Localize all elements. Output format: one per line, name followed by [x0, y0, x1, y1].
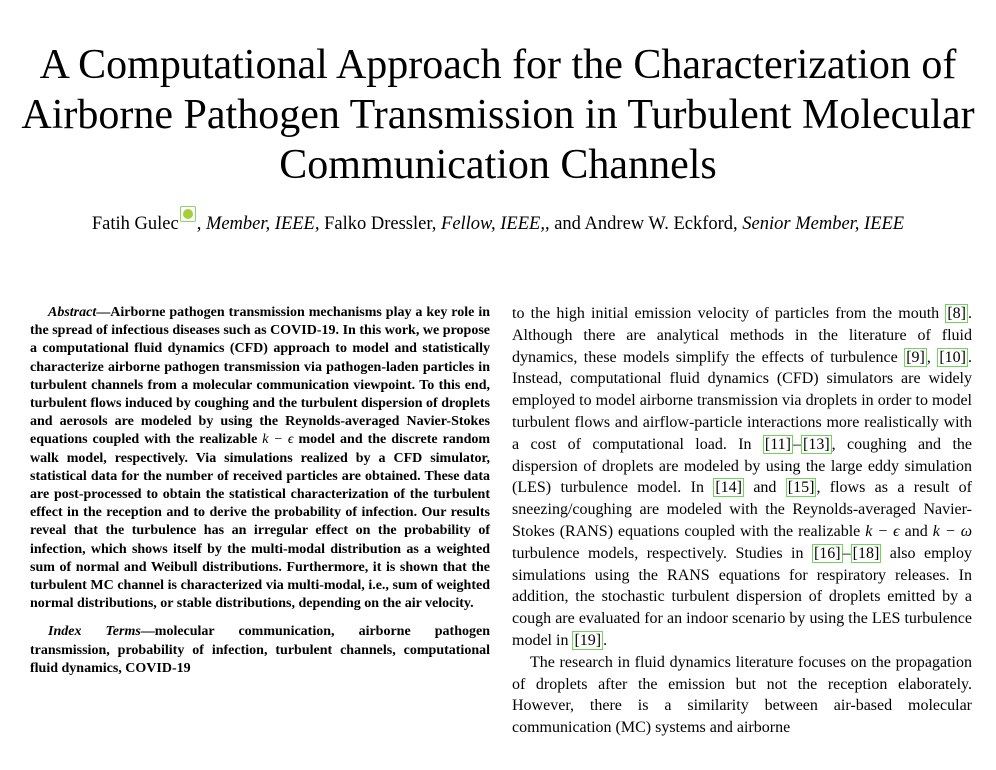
author-role: Senior Member, IEEE [742, 214, 905, 234]
index-terms-text: molecular communication, airborne pathogen transmission, probability of infection, turbulent channels, computational fluid dynamics, COVID-19 [30, 624, 490, 676]
body-paragraph: to the high initial emission velocity of particles from the mouth [8] . Although there are analytical methods in the literature of fluid dynamics, these models simplify the effects of turbulence [9] , [10] . Instead, computational fluid dynamics (CFD) simulators are widely employed to model airborne transmission via droplets in order to model turbulent flows and airflow-particle interactions more realistically with a cost of computational load. In [11] – [13] , coughing and the dispersion of droplets are modeled by using the large eddy simulation (LES) turbulence model. In [14] and [15] , flows as a result of sneezing/coughing are modeled with the Reynolds-averaged Navier-Stokes (RANS) equations coupled with the realizable k − ϵ and k − ω turbulence models, respectively. Studies in [16] – [18] also employ simulations using the RANS equations for respiratory releases. In addition, the stochastic turbulent dispersion of droplets emitted by a cough are evaluated for an indoor scenario by using the LES turbulence model in [19] . [512, 305, 973, 649]
citation-link[interactable]: [9] [906, 348, 925, 366]
citation-link[interactable]: [13] [802, 435, 830, 453]
abstract-text: model and the discrete random walk model, respectively. Via simulations realized by a CFD simulator, statistical data for the number of received particles are obtained. These data are post-processed to obtain the statistical characterization of the turbulent effect in the reception and to derive the probability of infection. Our results reveal that the turbulence has an irregular effect on the probability of infection, which shows itself by the multi-modal distribution as a weighted sum of normal and Weibull distributions. Furthermore, it is shown that the turbulent MC channel is characterized via multi-modal, i.e., sum of weighted normal distributions, or stable distributions, depending on the air velocity. [30, 432, 491, 612]
abstract-text: Airborne pathogen transmission mechanisms play a key role in the spread of infectious diseases such as COVID-19. In this work, we propose a computational fluid dynamics (CFD) approach to model and statistically characterize airborne pathogen transmission via pathogen-laden particles in turbulent channels from a molecular communication viewpoint. To this end, turbulent flows induced by coughing and the turbulent dispersion of droplets and aerosols are modeled by using the Reynolds-averaged Navier-Stokes equations coupled with the realizable [30, 305, 490, 448]
body-column [512, 303, 972, 739]
author-role: Member, IEEE, [205, 214, 320, 234]
abstract-label: Abstract [48, 305, 97, 320]
abstract-column [30, 304, 490, 678]
math-expression: k − ω [932, 522, 972, 540]
author-list: Fatih Gulec , Member, IEEE, Falko Dressler, Fellow, IEEE,, and Andrew W. Eckford, Senior Member, IEEE [0, 206, 996, 235]
citation-link[interactable]: [14] [715, 479, 742, 497]
citation-link[interactable]: [15] [787, 479, 815, 497]
index-terms-label: Index Terms [48, 624, 141, 640]
citation-link[interactable]: [8] [947, 305, 966, 322]
author-name: Andrew W. Eckford [584, 214, 734, 234]
citation-link[interactable]: [16] [813, 544, 841, 562]
citation-link[interactable]: [19] [574, 631, 602, 649]
index-terms: Index Terms—molecular communication, airborne pathogen transmission, probability of infection, turbulent channels, computational fluid dynamics, COVID-19 [30, 624, 490, 676]
math-expression: k − ϵ [262, 432, 294, 448]
citation-link[interactable]: [10] [939, 348, 966, 366]
author-name: Falko Dressler [324, 214, 432, 234]
citation-link[interactable]: [11] [764, 435, 791, 453]
math-expression: k − ϵ [865, 522, 900, 540]
citation-link[interactable]: [18] [852, 544, 880, 562]
paper-title: A Computational Approach for the Characterization of Airborne Pathogen Transmission in Turbulent Molecular Communication Channels [21, 42, 975, 188]
orcid-icon[interactable] [180, 206, 196, 222]
author-name: Fatih Gulec [91, 214, 179, 234]
body-paragraph: The research in fluid dynamics literature focuses on the propagation of droplets after the emission but not the reception elaborately. However, there is a similarity between air-based molecular communication (MC) systems and airborne [512, 653, 972, 737]
author-role: Fellow, IEEE, [441, 214, 545, 234]
abstract: Abstract—Airborne pathogen transmission mechanisms play a key role in the spread of infectious diseases such as COVID-19. In this work, we propose a computational fluid dynamics (CFD) approach to model and statistically characterize airborne pathogen transmission via pathogen-laden particles in turbulent channels from a molecular communication viewpoint. To this end, turbulent flows induced by coughing and the turbulent dispersion of droplets and aerosols are modeled by using the Reynolds-averaged Navier-Stokes equations coupled with the realizable k − ϵ model and the discrete random walk model, respectively. Via simulations realized by a CFD simulator, statistical data for the number of received particles are obtained. These data are post-processed to obtain the statistical characterization of the turbulent effect in the reception and to derive the probability of infection. Our results reveal that the turbulence has an irregular effect on the probability of infection, which shows itself by the multi-modal distribution as a weighted sum of normal and Weibull distributions. Furthermore, it is shown that the turbulent MC channel is characterized via multi-modal, i.e., sum of weighted normal distributions, or stable distributions, depending on the air velocity. [30, 305, 491, 612]
